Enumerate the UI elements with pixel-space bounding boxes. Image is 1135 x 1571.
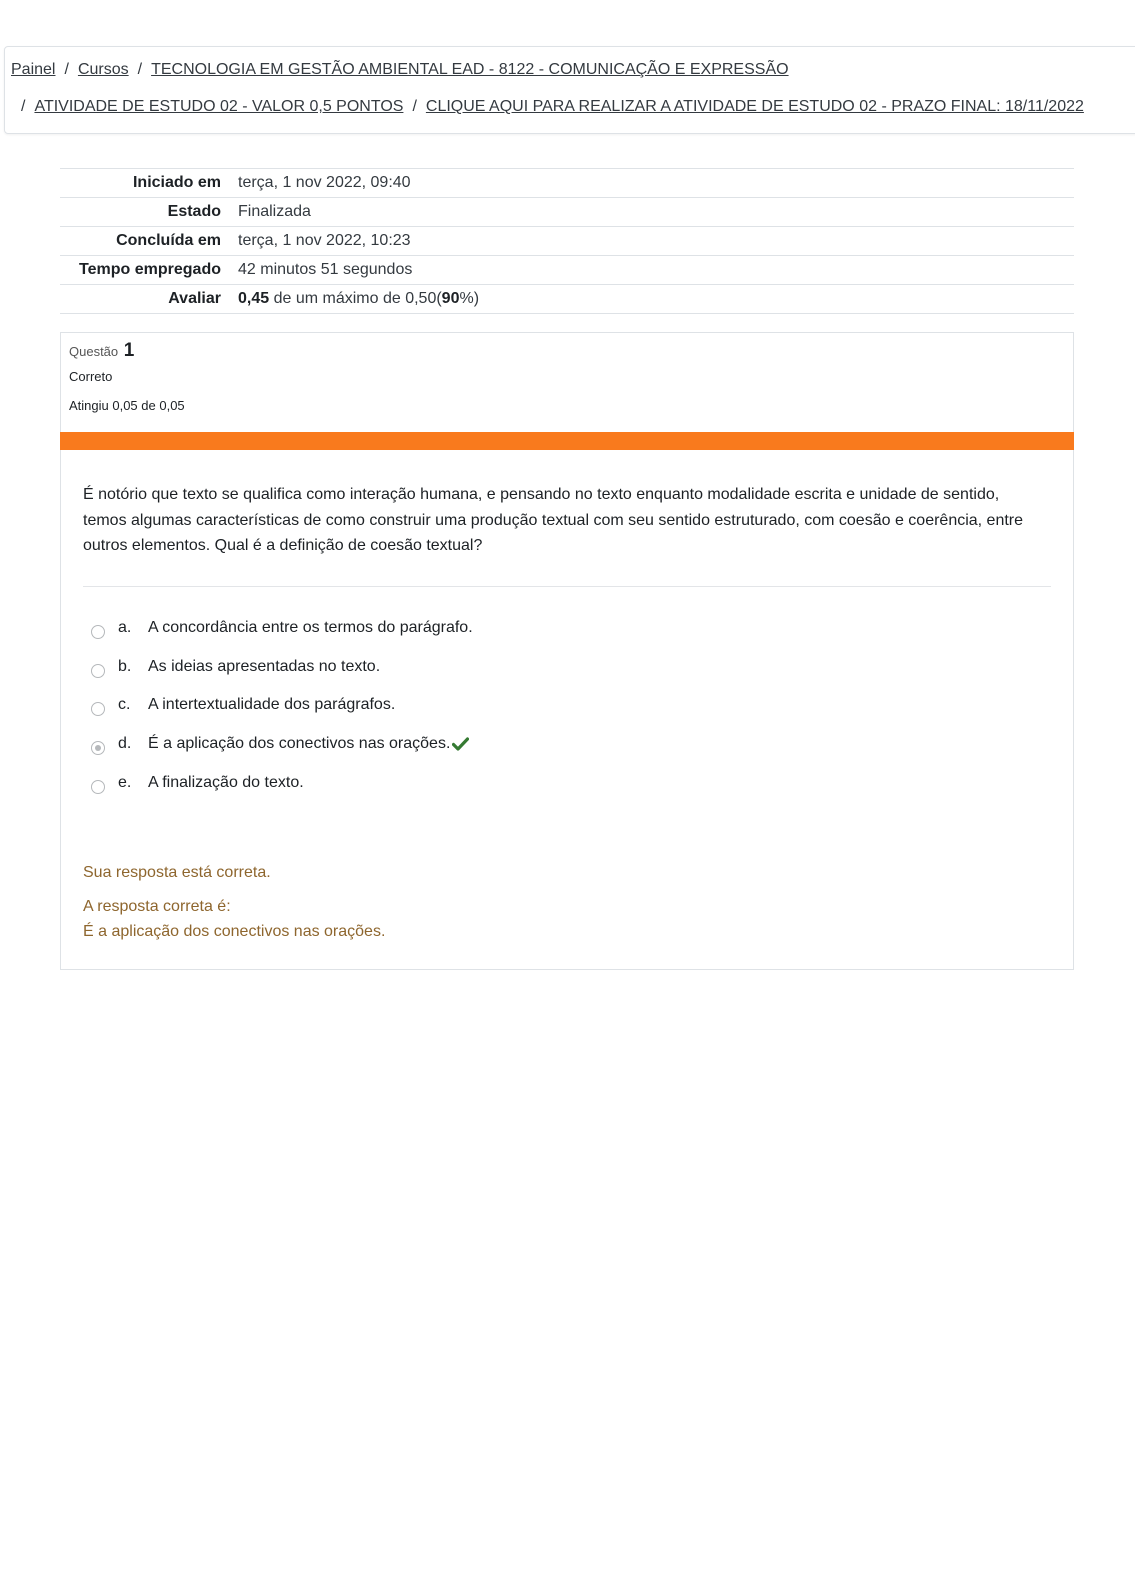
question-state: Correto [69,369,113,384]
answer-text: A intertextualidade dos parágrafos. [148,696,396,714]
answer-option-a[interactable] [91,617,473,656]
answer-letter: c. [118,696,131,714]
breadcrumb-link-quiz[interactable]: CLIQUE AQUI PARA REALIZAR A ATIVIDADE DE ESTUDO 02 - PRAZO FINAL: 18/11/2022 [425,98,1084,115]
answer-option-d[interactable] [91,733,473,772]
answer-text: A finalização do texto. [148,773,304,791]
breadcrumb-link-cursos[interactable]: Cursos [77,61,129,78]
radio-c[interactable] [91,702,105,716]
question-grade: Atingiu 0,05 de 0,05 [69,398,185,413]
answer-letter: b. [118,657,132,675]
answer-option-b[interactable] [91,656,473,695]
grade-percent: 90 [441,290,460,307]
grade-value [238,285,1074,314]
question-word: Questão [69,344,119,359]
radio-e[interactable] [91,780,105,794]
feedback-right-answer: É a aplicação dos conectivos nas orações. [83,923,386,940]
feedback-general: Sua resposta está correta. [83,864,271,881]
answer-feedback [83,860,385,944]
answer-text: É a aplicação dos conectivos nas orações. [148,735,451,753]
radio-a[interactable] [91,625,105,639]
grade-percent-suffix: %) [459,290,480,307]
summary-row-state [60,198,1074,227]
question-info [69,339,185,413]
breadcrumb-link-activity[interactable]: ATIVIDADE DE ESTUDO 02 - VALOR 0,5 PONTOS [34,98,404,115]
answer-list [91,617,473,810]
answer-letter: d. [118,735,132,753]
grade-label: Avaliar [60,285,238,314]
breadcrumb-separator: / [412,98,417,115]
time-value: 42 minutos 51 segundos [238,256,1074,285]
breadcrumb [4,46,1135,134]
attempt-summary-table [60,168,1074,314]
summary-row-time [60,256,1074,285]
summary-row-started [60,169,1074,198]
grade-score: 0,45 [238,290,270,307]
question-accent-bar [60,432,1074,450]
state-value: Finalizada [238,198,1074,227]
breadcrumb-link-course[interactable]: TECNOLOGIA EM GESTÃO AMBIENTAL EAD - 8122 - COMUNICAÇÃO E EXPRESSÃO [151,61,789,78]
breadcrumb-line-2 [21,98,1084,116]
summary-row-grade [60,285,1074,314]
answer-option-e[interactable] [91,772,473,811]
radio-d-selected[interactable] [91,741,105,755]
feedback-right-label: A resposta correta é: [83,898,231,915]
question-num: 1 [123,340,135,361]
question-card [60,332,1074,970]
time-label: Tempo empregado [60,256,238,285]
breadcrumb-separator: / [21,98,26,115]
breadcrumb-line-1 [11,61,789,79]
summary-row-completed [60,227,1074,256]
breadcrumb-separator: / [137,61,143,78]
answer-letter: a. [118,619,132,636]
answer-text: A concordância entre os termos do parágrafo. [148,619,473,636]
completed-value: terça, 1 nov 2022, 10:23 [238,227,1074,256]
radio-b[interactable] [91,664,105,678]
question-text: É notório que texto se qualifica como interação humana, e pensando no texto enquanto modalidade escrita e unidade de sentido, temos algumas características de como construir uma produção textual com seu sentido estruturado, com coesão e coerência, entre outros elementos. Qual é a definição de coesão textual? [83,486,1024,554]
question-divider [83,586,1051,587]
grade-max-text: de um máximo de 0,50( [269,290,442,307]
state-label: Estado [60,198,238,227]
check-icon [452,737,469,756]
answer-letter: e. [118,773,132,791]
question-number [69,339,185,363]
completed-label: Concluída em [60,227,238,256]
breadcrumb-separator: / [64,61,69,78]
answer-option-c[interactable] [91,694,473,733]
answer-text-with-check [148,733,469,756]
answer-text: As ideias apresentadas no texto. [148,657,381,675]
started-value: terça, 1 nov 2022, 09:40 [238,169,1074,198]
breadcrumb-link-painel[interactable]: Painel [11,61,56,78]
started-label: Iniciado em [60,169,238,198]
